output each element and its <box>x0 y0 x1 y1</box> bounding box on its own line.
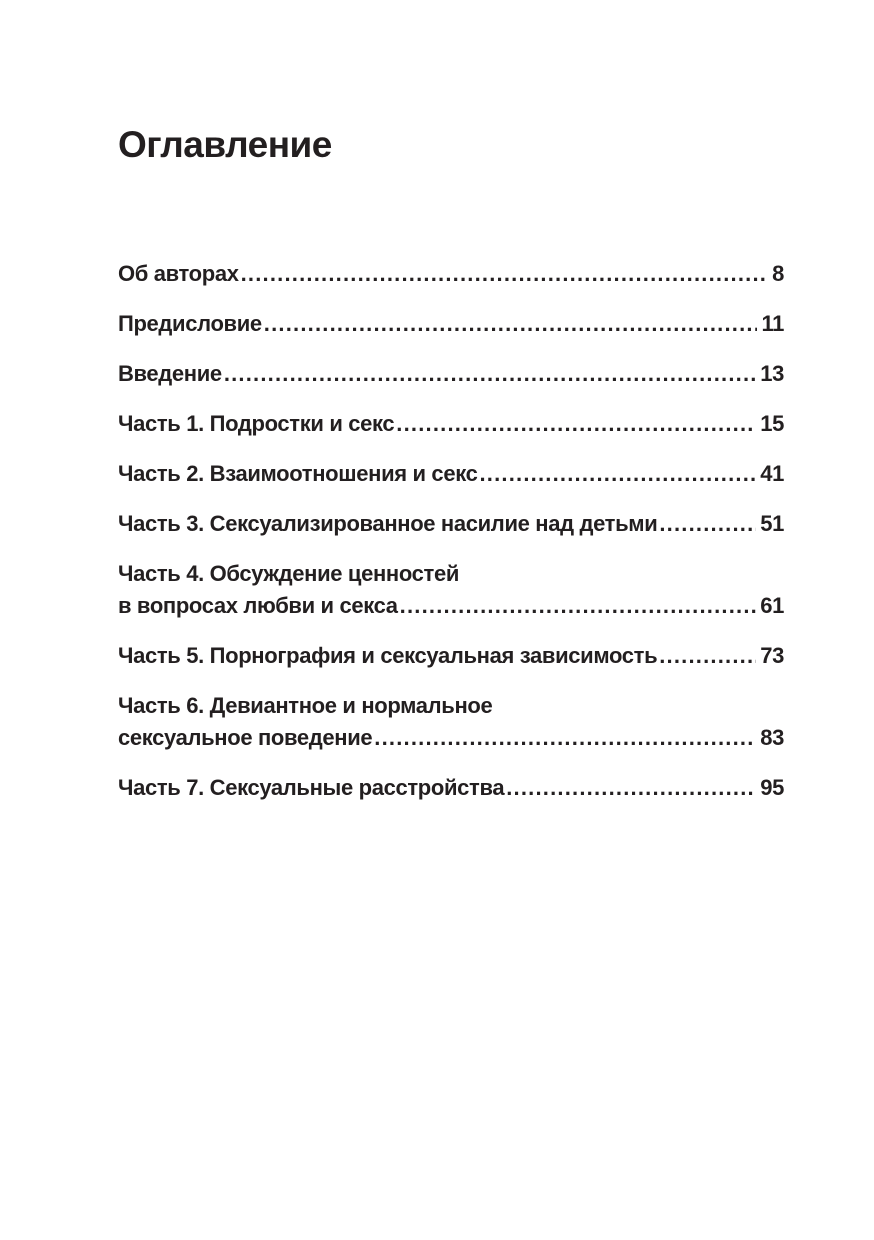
dot-leader <box>374 722 756 754</box>
toc-entry-line <box>118 640 784 672</box>
toc-entry-part-3[interactable] <box>118 508 784 540</box>
toc-entry-title: Часть 5. Порнография и сексуальная зависимость <box>118 643 658 668</box>
toc-entry-title: сексуальное поведение <box>118 725 373 750</box>
toc-page-number: 8 <box>772 261 784 286</box>
toc-entry-part-1[interactable] <box>118 408 784 440</box>
toc-page-number: 61 <box>760 593 784 618</box>
toc-entry-part-2[interactable] <box>118 458 784 490</box>
toc-entry-line <box>118 458 784 490</box>
toc-entry-title-first-line: Часть 4. Обсуждение ценностей <box>118 561 460 586</box>
toc-page-number: 95 <box>760 775 784 800</box>
toc-entry-line <box>118 590 784 622</box>
toc-entry-line <box>118 508 784 540</box>
toc-entry-line <box>118 772 784 804</box>
toc-page-number: 83 <box>760 725 784 750</box>
toc-entry-part-7[interactable] <box>118 772 784 804</box>
toc-entry-part-4[interactable] <box>118 558 784 622</box>
dot-leader <box>224 358 756 390</box>
toc-entry-line <box>118 258 784 290</box>
toc-entry-title: Об авторах <box>118 261 239 286</box>
toc-entry-title: Часть 3. Сексуализированное насилие над детьми <box>118 511 658 536</box>
dot-leader <box>396 408 756 440</box>
toc-entry-preface[interactable] <box>118 308 784 340</box>
dot-leader <box>400 590 757 622</box>
dot-leader <box>659 640 756 672</box>
toc-entry-title: Часть 7. Сексуальные расстройства <box>118 775 505 800</box>
toc-page-number: 73 <box>760 643 784 668</box>
dot-leader <box>659 508 756 540</box>
toc-entry-part-5[interactable] <box>118 640 784 672</box>
toc-entry-line <box>118 722 784 754</box>
dot-leader <box>241 258 768 290</box>
dot-leader <box>264 308 758 340</box>
toc-entry-title: Часть 1. Подростки и секс <box>118 411 395 436</box>
page-title: Оглавление <box>118 124 332 165</box>
toc-entry-title-first-line: Часть 6. Девиантное и нормальное <box>118 693 493 718</box>
toc-page-number: 11 <box>761 311 784 336</box>
toc-page-number: 41 <box>760 461 784 486</box>
toc-entry-title: Предисловие <box>118 311 262 336</box>
toc-entry-part-6[interactable] <box>118 690 784 754</box>
toc-entry-line <box>118 408 784 440</box>
table-of-contents <box>118 258 784 822</box>
toc-entry-line <box>118 358 784 390</box>
toc-entry-title: в вопросах любви и секса <box>118 593 398 618</box>
toc-entry-title: Введение <box>118 361 222 386</box>
toc-page-number: 51 <box>760 511 784 536</box>
dot-leader <box>506 772 756 804</box>
dot-leader <box>479 458 756 490</box>
toc-page-number: 13 <box>760 361 784 386</box>
toc-entry-line <box>118 308 784 340</box>
toc-entry-introduction[interactable] <box>118 358 784 390</box>
toc-entry-about-authors[interactable] <box>118 258 784 290</box>
toc-page-number: 15 <box>760 411 784 436</box>
toc-entry-title: Часть 2. Взаимоотношения и секс <box>118 461 478 486</box>
